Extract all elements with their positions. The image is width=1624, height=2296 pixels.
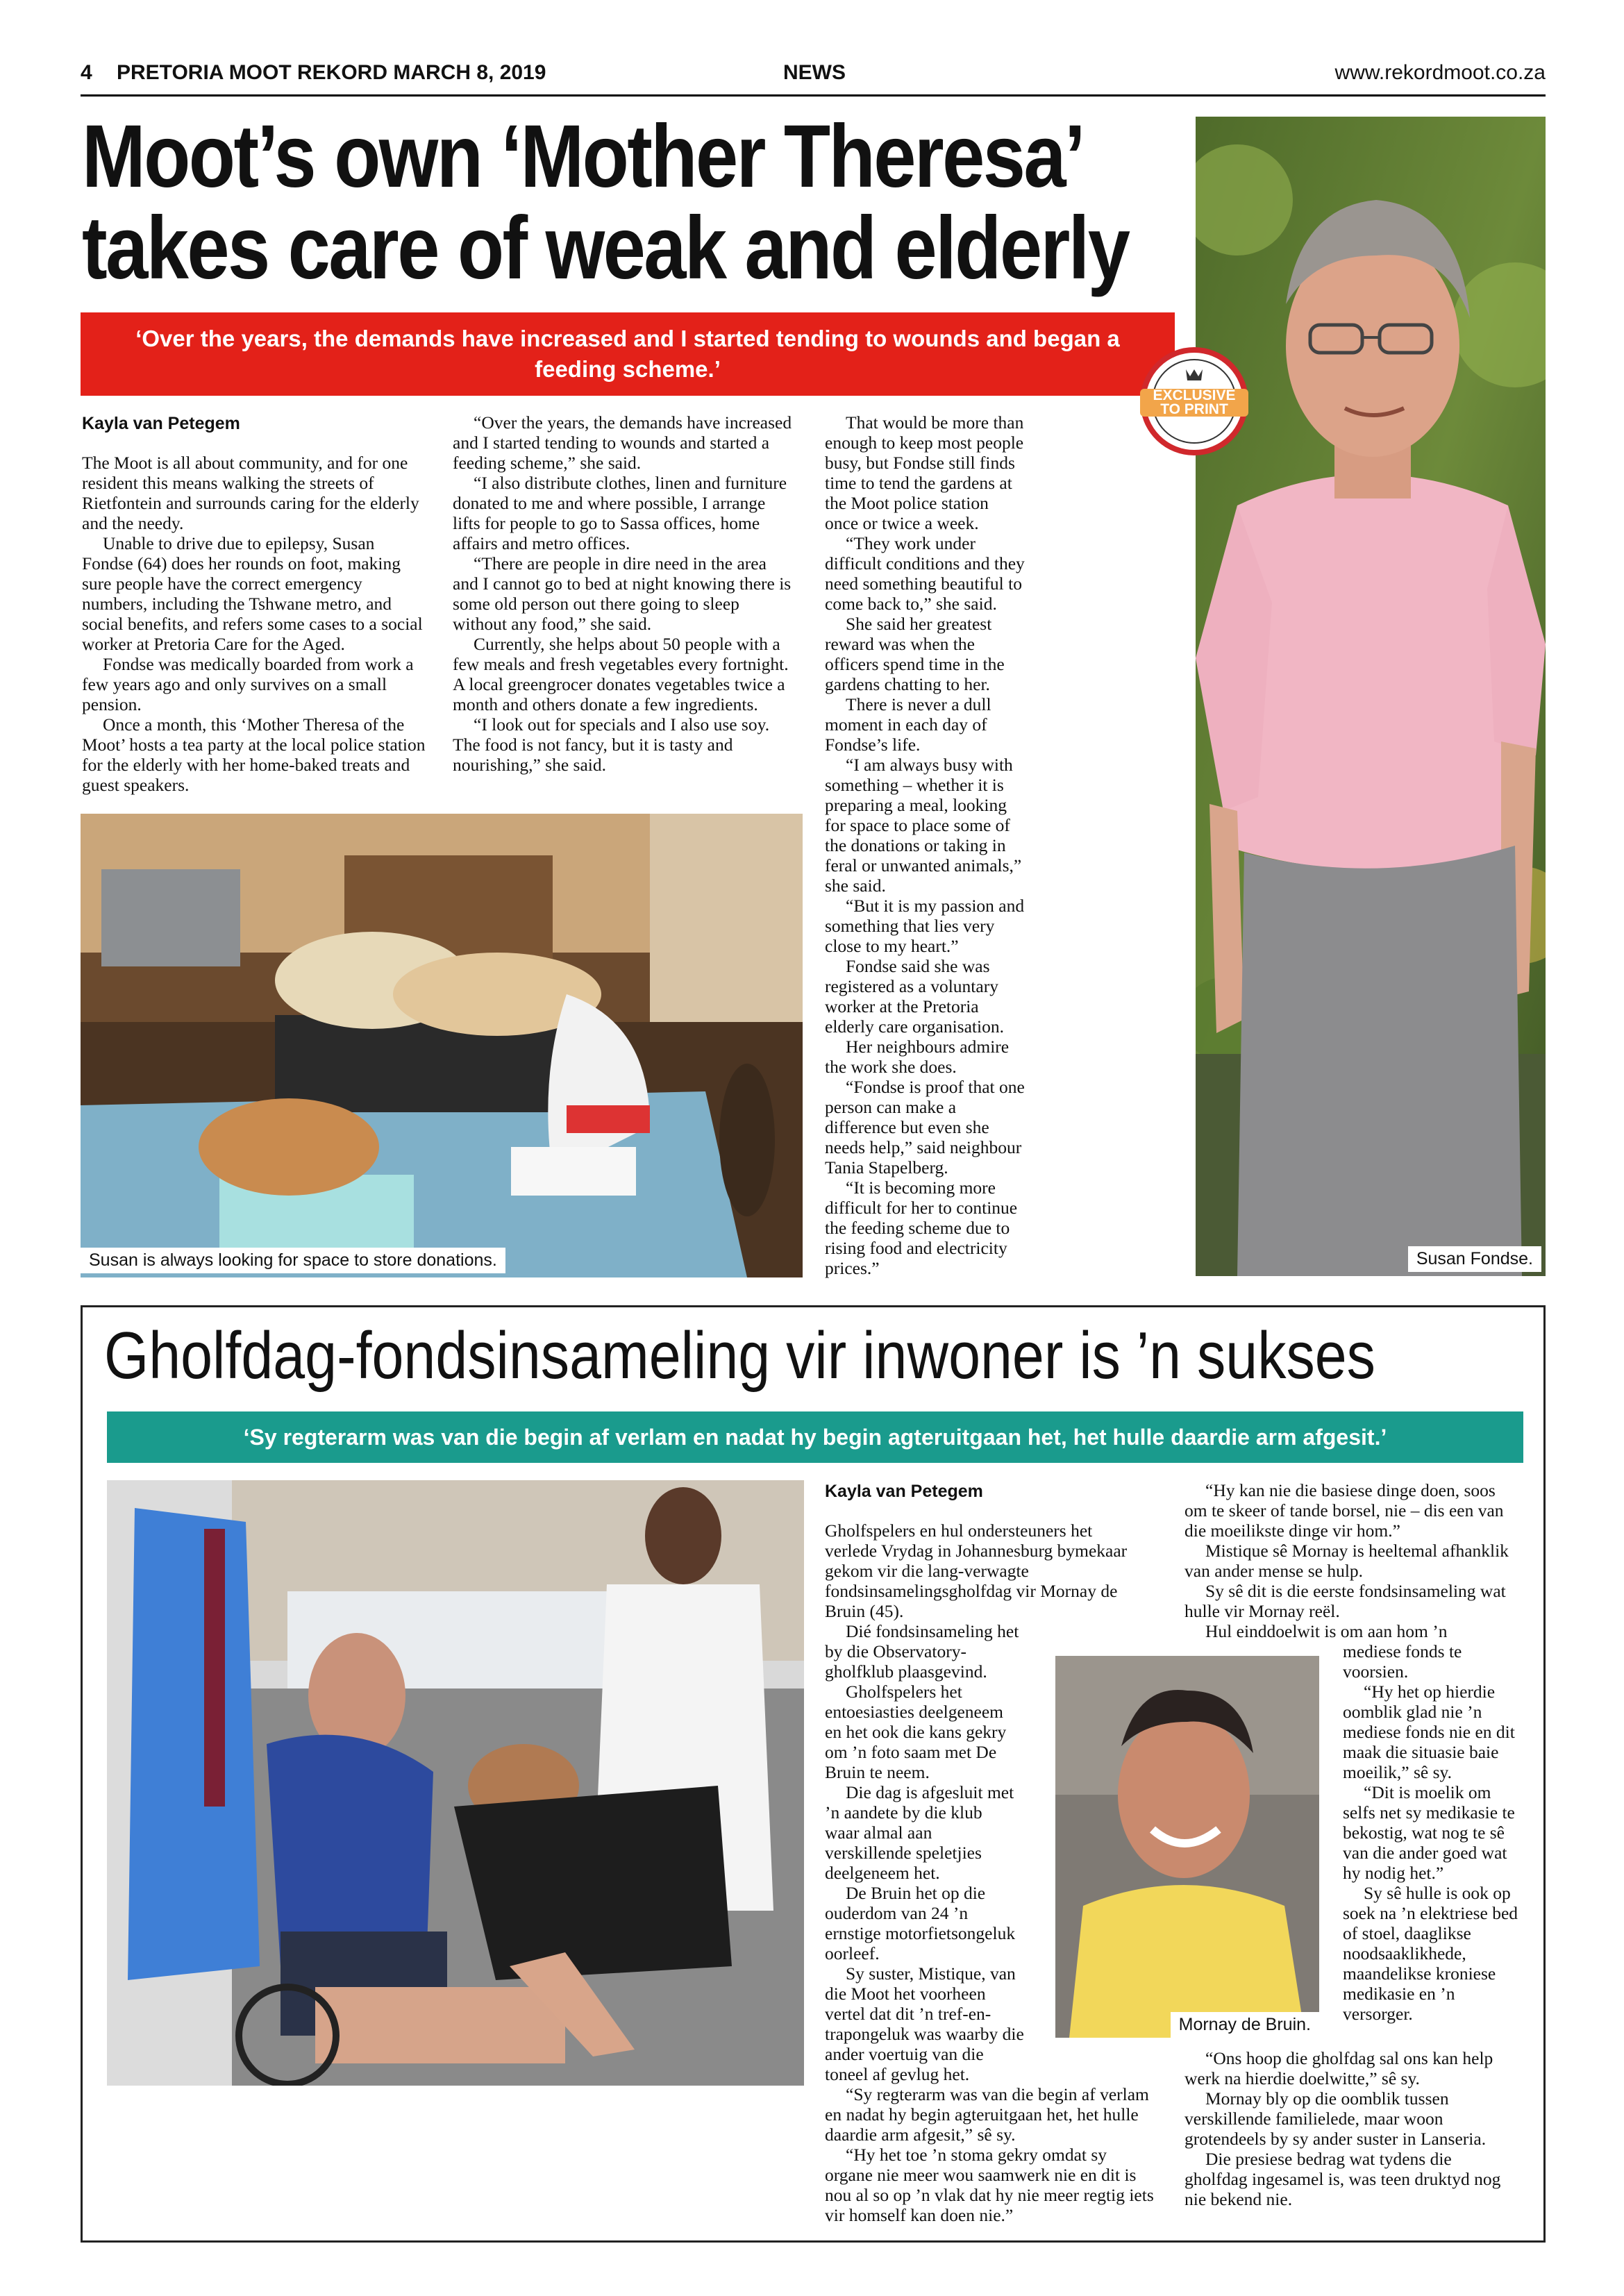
story2-column-2-side [1343,1641,1523,2024]
paragraph: Gholfspelers het entoesiasties deelgeneem en het ook die kans gekry om ’n foto saam met De Bruin te neem. [825,1682,1007,1782]
paragraph: Die presiese bedrag wat tydens die gholfdag ingesamel is, was teen druktyd nog nie bekend nie. [1184,2149,1501,2209]
portrait-caption: Susan Fondse. [1408,1246,1541,1272]
story1-headline [82,107,1129,298]
paragraph: “Fondse is proof that one person can make a difference but even she needs help,” said neighbour Tania Stapelberg. [825,1077,1025,1178]
badge-text-line1: EXCLUSIVE [1153,387,1236,403]
susan-portrait-photo [1196,117,1546,1276]
story1-headline-line2: takes care of weak and elderly [82,199,1129,298]
paragraph: She said her greatest reward was when the officers spend time in the gardens chatting to her. [825,614,1005,694]
section-label: NEWS [783,61,846,84]
donations-caption: Susan is always looking for space to store donations. [81,1248,505,1273]
story1-column-1 [82,453,429,795]
story2-byline: Kayla van Petegem [825,1482,983,1501]
story2-column-2-bottom [1184,2048,1518,2209]
paragraph: “I also distribute clothes, linen and furniture donated to me and where possible, I arrange lifts for people to go to Sassa offices, home affairs and metro offices. [453,473,787,553]
paragraph: “They work under difficult conditions and they need something beautiful to come back to,” she said. [825,533,1025,614]
story2-pull-quote-text: ‘Sy regterarm was van die begin af verlam en nadat hy begin agteruitgaan het, het hulle daardie arm afgesit.’ [243,1424,1387,1450]
paragraph: Mistique sê Mornay is heeltemal afhanklik van ander mense se hulp. [1184,1541,1509,1581]
paragraph: “Over the years, the demands have increased and I started tending to wounds and started a feeding scheme,” she said. [453,412,792,473]
paragraph: De Bruin het op die ouderdom van 24 ’n ernstige motorfietsongeluk oorleef. [825,1883,1016,1963]
paragraph: Mornay bly op die oomblik tussen verskillende familielede, maar woon grotendeels by sy ander suster in Lanseria. [1184,2088,1487,2149]
paragraph: That would be more than enough to keep most people busy, but Fondse still finds time to tend the gardens at the Moot police station once or twice a week. [825,412,1024,533]
paragraph: Her neighbours admire the work she does. [825,1037,1010,1077]
paragraph: mediese fonds te voorsien. [1343,1641,1462,1682]
badge-text-line2: TO PRINT [1160,401,1228,417]
masthead: PRETORIA MOOT REKORD MARCH 8, 2019 [117,61,546,84]
paragraph: “I am always busy with something – whether it is preparing a meal, looking for space to place some of the donations or taking in feral or unwanted animals,” she said. [825,755,1022,896]
story1-column-2 [453,412,793,775]
paragraph: Unable to drive due to epilepsy, Susan Fondse (64) does her rounds on foot, making sure people have the correct emergency numbers, including the Tshwane metro, and social benefits, and refers some cases to a social worker at Pretoria Care for the Aged. [82,533,423,654]
story1-pull-quote-text: ‘Over the years, the demands have increased and I started tending to wounds and began a feeding scheme.’ [135,326,1120,382]
paragraph: “It is becoming more difficult for her to continue the feeding scheme due to rising food and electricity prices.” [825,1178,1018,1278]
paragraph: Die dag is afgesluit met ’n aandete by die klub waar almal aan verskillende speletjies deelgeneem het. [825,1782,1014,1883]
story1-headline-line1: Moot’s own ‘Mother Theresa’ [82,107,1085,206]
paragraph: “Hy het toe ’n stoma gekry omdat sy organe nie meer wou saamwerk nie en dit is nou al so op ’n vlak dat hy nie meer regtig iets vir homself kan doen nie.” [825,2145,1154,2225]
paragraph: “Hy kan nie die basiese dinge doen, soos om te skeer of tande borsel, nie – dis een van die moeilikste dinge vir hom.” [1184,1480,1504,1541]
paragraph: “But it is my passion and something that lies very close to my heart.” [825,896,1025,956]
page-number: 4 [81,61,92,84]
story2-column-2-top [1184,1480,1518,1641]
mornay-inset-photo [1055,1656,1319,2038]
paragraph: “Dit is moelik om selfs net sy medikasie te bekostig, wat nog te sê van die ander goed wat hy nodig het.” [1343,1782,1515,1883]
paragraph: There is never a dull moment in each day of Fondse’s life. [825,694,991,755]
paragraph: Currently, she helps about 50 people with a few meals and fresh vegetables every fortnight. A local greengrocer donates vegetables twice a month and others donate a few ingredients. [453,634,789,714]
paragraph: Fondse was medically boarded from work a few years ago and only survives on a small pension. [82,654,414,714]
story1-column-3 [825,412,1026,1278]
header-rule [81,94,1546,97]
paragraph: Sy suster, Mistique, van die Moot het voorheen vertel dat dit ’n tref-en-trapongeluk was waarby die ander voertuig van die toneel af gevlug het. [825,1963,1024,2084]
donations-illustration [81,814,803,1277]
paragraph: Fondse said she was registered as a voluntary worker at the Pretoria elderly care organisation. [825,956,1004,1037]
portrait-illustration [1196,117,1546,1276]
story1-pull-quote [81,312,1175,396]
story2-pull-quote [107,1411,1523,1463]
paragraph: Gholfspelers en hul ondersteuners het verlede Vrydag in Johannesburg bymekaar gekom vir die lang-verwagte fondsinsamelingsgholfdag vir Mornay de Bruin (45). [825,1520,1128,1621]
paragraph: Sy sê hulle is ook op soek na ’n elektriese bed of stoel, daaglikse noodsaaklikhede, maandelikse kroniese medikasie en ’n versorger. [1343,1883,1518,2024]
paragraph: Hul einddoelwit is om aan hom ’n [1205,1621,1448,1641]
mornay-caption: Mornay de Bruin. [1171,2012,1319,2038]
website-link[interactable]: www.rekordmoot.co.za [1334,61,1546,84]
exclusive-badge [1139,346,1250,457]
story2-headline: Gholfdag-fondsinsameling vir inwoner is ’n sukses [104,1318,1375,1393]
paragraph: “Sy regterarm was van die begin af verlam en nadat hy begin agteruitgaan het, het hulle daardie arm afgesit,” sê sy. [825,2084,1149,2145]
paragraph: “Hy het op hierdie oomblik glad nie ’n mediese fonds nie en dit maak die situasie baie moeilik,” sê sy. [1343,1682,1515,1782]
paragraph: “There are people in dire need in the area and I cannot go to bed at night knowing there is some old person out there going to sleep without any food,” she said. [453,553,792,634]
donations-photo [81,814,803,1277]
paragraph: Once a month, this ‘Mother Theresa of the Moot’ hosts a tea party at the local police station for the elderly with her home-baked treats and guest speakers. [82,714,426,795]
paragraph: The Moot is all about community, and for one resident this means walking the streets of Rietfontein and surrounds caring for the elderly and the needy. [82,453,419,533]
golf-day-illustration [107,1480,804,2086]
mornay-illustration [1055,1656,1319,2038]
paragraph: Sy sê dit is die eerste fondsinsameling wat hulle vir Mornay reël. [1184,1581,1506,1621]
golf-day-photo [107,1480,804,2086]
paragraph: “I look out for specials and I also use soy. The food is not fancy, but it is tasty and nourishing,” she said. [453,714,770,775]
paragraph: “Ons hoop die gholfdag sal ons kan help werk na hierdie doelwitte,” sê sy. [1184,2048,1493,2088]
paragraph: Dié fondsinsameling het by die Observatory-gholfklub plaasgevind. [825,1621,1019,1682]
story1-byline: Kayla van Petegem [82,414,240,433]
